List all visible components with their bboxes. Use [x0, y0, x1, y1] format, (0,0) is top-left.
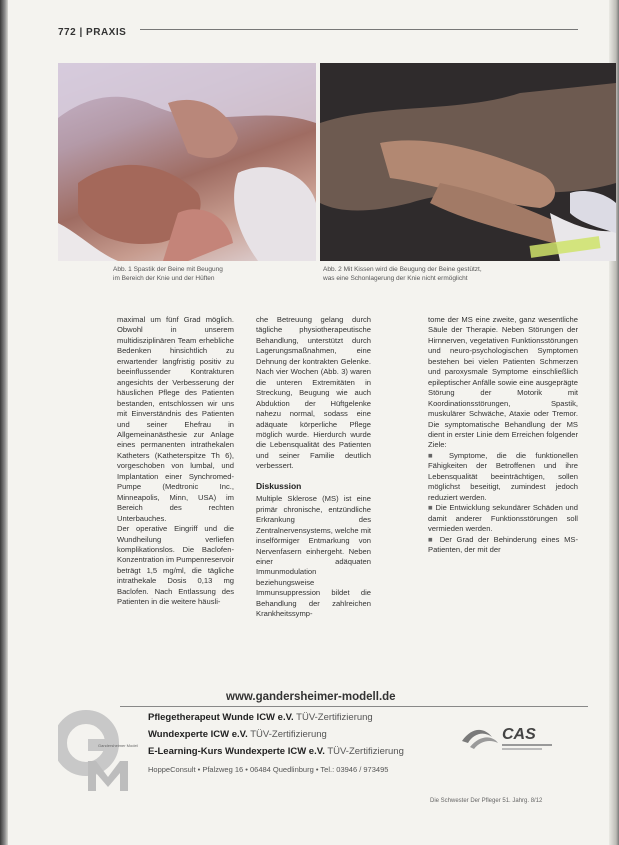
page-footer: Die Schwester Der Pfleger 51. Jahrg. 8/12	[430, 798, 543, 804]
section-heading: Diskussion	[256, 480, 302, 491]
figure-1-illustration	[58, 63, 316, 261]
logo-text: Gandersheimer Modell	[98, 743, 138, 748]
ad-website-link[interactable]: www.gandersheimer-modell.de	[226, 691, 396, 703]
paragraph: Multiple Sklerose (MS) ist eine primär chronische, entzündliche Erkrankung des Zentralnervensystems, welche mit inselförmiger Entmarkung von Nervenfasern einhergeht. Neben einer adäquaten Immunmodulation beziehungsweise Immunsuppression bildet die Behandlung der zahlreichen Krankheitssymp-	[256, 494, 371, 619]
bullet-square-icon: ■	[428, 534, 440, 544]
paragraph: tome der MS eine zweite, ganz wesentliche Säule der Therapie. Neben Störungen der Hirnnerven, vegetativen Funktionsstörungen und neuro-psychologischen Symptomen bestehen bei vielen Patienten Schmerzen und paroxysmale Symptome einschließlich epileptischer Anfälle sowie eine ausgeprägte Störung der Motorik mit Koordinationsstörungen, Spastik, muskulärer Schwäche, Ataxie oder Tremor. Die symptomatische Behandlung der MS dient in erster Linie dem Erreichen folgender Ziele:	[428, 315, 578, 450]
ad-course-line: E-Learning-Kurs Wundexperte ICW e.V. TÜV-Zertifizierung	[148, 746, 404, 757]
cas-logo-text: CAS	[502, 726, 536, 743]
paragraph: Der operative Eingriff und die Wundheilung verliefen komplikationslos. Die Baclofen-Konzentration im Pumpenreservoir beträgt 1,5 mg/ml, die tägliche intrathekale Dosis 0,13 mg Baclofen. Nach Entlassung des Patienten in die weitere häusli-	[117, 524, 234, 607]
advertisement	[58, 685, 588, 793]
text-column-2	[256, 315, 371, 620]
paragraph: maximal um fünf Grad möglich. Obwohl in unserem multidisziplinären Team erhebliche Bedenken hinsichtlich zu erwartender langfristig positiv zu beeinflussender Kontrakturen angesichts der Verbesserung der häuslichen Pflege des Patienten bestanden, entschlossen wir uns mit Einverständnis des Patienten und seiner Ehefrau in Allgemeinanästhesie zur Anlage eines permanenten intrathekalen Katheters (Katheterspitze Th 6), vorgeschoben von lumbal, und Implantation einer Synchromed-Pumpe (Medtronic Inc., Minneapolis, Minn, USA) im Bereich des rechten Unterbauches.	[117, 315, 234, 523]
page-number-section: 772 | PRAXIS	[58, 27, 127, 38]
page-header	[58, 22, 578, 38]
figure-2-illustration	[320, 63, 616, 261]
ad-course-line: Pflegetherapeut Wunde ICW e.V. TÜV-Zertifizierung	[148, 712, 373, 723]
figure-1-photo	[58, 63, 316, 261]
bullet-item: ■ Der Grad der Behinderung eines MS-Patienten, der mit der	[428, 534, 578, 554]
header-rule	[140, 29, 578, 30]
bullet-item: ■ Symptome, die die funktionellen Fähigkeiten der Betroffenen und ihre Lebensqualität beeinträchtigen, sollen möglichst beseitigt, zumindest jedoch reduziert werden.	[428, 450, 579, 502]
bullet-item: ■ Die Entwicklung sekundärer Schäden und damit anderer Funktionsstörungen soll vermieden werden.	[428, 503, 578, 534]
book-spine-shadow	[0, 0, 8, 845]
ad-contact: HoppeConsult • Pfalzweg 16 • 06484 Quedlinburg • Tel.: 03946 / 973495	[148, 765, 389, 774]
figure-1-caption: Abb. 1 Spastik der Beine mit Beugung im Bereich der Knie und der Hüften	[113, 266, 223, 282]
text-column-1	[117, 315, 234, 608]
figure-2-caption: Abb. 2 Mit Kissen wird die Beugung der Beine gestützt, was eine Schonlagerung der Knie nicht ermöglicht	[323, 266, 482, 282]
bullet-square-icon: ■	[428, 450, 449, 460]
text-column-3	[428, 315, 578, 555]
cas-certification-logo-icon	[458, 719, 568, 755]
ad-course-line: Wundexperte ICW e.V. TÜV-Zertifizierung	[148, 729, 327, 740]
paragraph: che Betreuung gelang durch tägliche physiotherapeutische Behandlung, unterstützt durch Lagerungsmaßnahmen, eine Dehnung der kontrakten Gelenke. Nach vier Wochen (Abb. 3) waren die unteren Extremitäten in Streckung, Beugung wie auch Abduktion der Hüftgelenke nahezu normal, sodass eine adäquate körperliche Pflege möglich wurde. Hierdurch wurde die Lebensqualität des Patienten und seiner Familie deutlich verbessert.	[256, 315, 371, 471]
figure-2-photo	[320, 63, 616, 261]
ad-rule	[120, 706, 588, 707]
gandersheimer-modell-logo-icon	[58, 703, 138, 793]
bullet-square-icon: ■	[428, 503, 436, 513]
